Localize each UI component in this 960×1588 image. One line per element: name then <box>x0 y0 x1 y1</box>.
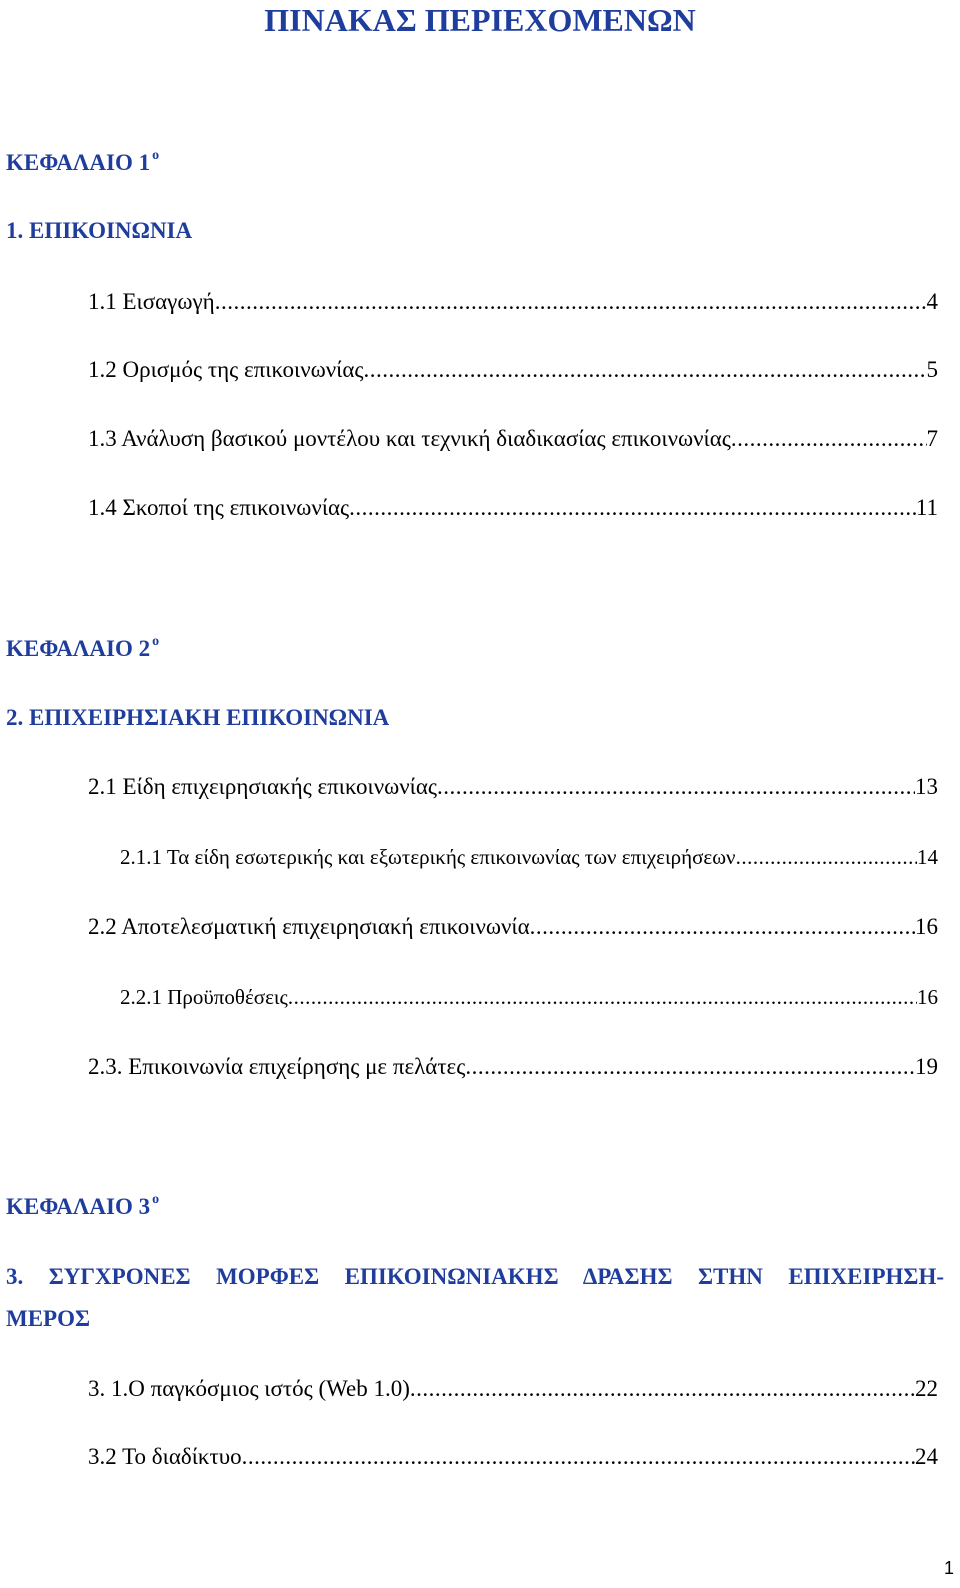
toc-entry-3-2[interactable] <box>88 1442 938 1472</box>
toc-entry-label: 1.3 Ανάλυση βασικού μοντέλου και τεχνική διαδικασίας επικοινωνίας <box>88 426 731 451</box>
toc-entry-2-3[interactable] <box>88 1052 938 1082</box>
toc-entry-label: 2.1.1 Τα είδη εσωτερικής και εξωτερικής επικοινωνίας των επιχειρήσεων <box>120 845 736 869</box>
toc-entry-3-1[interactable] <box>88 1374 938 1404</box>
toc-entry-label: 1.4 Σκοποί της επικοινωνίας <box>88 495 350 520</box>
chapter-1-heading <box>6 148 159 178</box>
chapter-3-title: 3. ΣΥΓΧΡΟΝΕΣ ΜΟΡΦΕΣ ΕΠΙΚΟΙΝΩΝΙΑΚΗΣ ΔΡΑΣΗΣ ΣΤΗΝ ΕΠΙΧΕΙΡΗΣΗ- <box>6 1264 944 1289</box>
page-number: 1 <box>943 1558 954 1578</box>
toc-entry-page: 24 <box>915 1444 938 1469</box>
chapter-3-heading <box>6 1192 159 1222</box>
toc-leader-dots <box>242 1442 915 1472</box>
toc-leader-dots <box>215 287 927 317</box>
toc-entry-page: 11 <box>915 495 938 520</box>
toc-entry-page: 5 <box>926 357 938 382</box>
chapter-1-ordinal: ο <box>152 148 160 163</box>
toc-entry-2-1-1[interactable] <box>120 842 938 872</box>
toc-entry-label: 1.2 Ορισμός της επικοινωνίας <box>88 357 364 382</box>
toc-entry-label: 1.1 Εισαγωγή <box>88 289 215 314</box>
toc-entry-1-2[interactable] <box>88 355 938 385</box>
toc-entry-page: 7 <box>926 426 938 451</box>
chapter-2-ordinal: ο <box>152 634 160 649</box>
toc-entry-page: 19 <box>915 1054 938 1079</box>
toc-leader-dots <box>731 424 927 454</box>
toc-entry-label: 2.2.1 Προϋποθέσεις <box>120 985 288 1009</box>
chapter-1-title: 1. ΕΠΙΚΟΙΝΩΝΙΑ <box>6 218 193 243</box>
toc-leader-dots <box>364 355 927 385</box>
toc-leader-dots <box>410 1374 915 1404</box>
toc-leader-dots <box>349 493 916 523</box>
toc-entry-1-3[interactable] <box>88 424 938 454</box>
toc-entry-page: 16 <box>915 914 938 939</box>
toc-entry-page: 14 <box>917 845 938 869</box>
toc-entry-2-2-1[interactable] <box>120 982 938 1012</box>
toc-entry-1-1[interactable] <box>88 287 938 317</box>
toc-entry-1-4[interactable] <box>88 493 938 523</box>
toc-entry-page: 16 <box>917 985 938 1009</box>
chapter-2-title: 2. ΕΠΙΧΕΙΡΗΣΙΑΚΗ ΕΠΙΚΟΙΝΩΝΙΑ <box>6 705 390 730</box>
toc-leader-dots <box>288 982 917 1012</box>
chapter-2-heading <box>6 634 159 664</box>
toc-leader-dots <box>465 1052 915 1082</box>
toc-entry-page: 13 <box>915 774 938 799</box>
toc-entry-label: 3. 1.Ο παγκόσμιος ιστός (Web 1.0) <box>88 1376 410 1401</box>
toc-leader-dots <box>530 912 915 942</box>
toc-leader-dots <box>736 842 917 872</box>
toc-leader-dots <box>437 772 915 802</box>
chapter-3-title-continued: ΜΕΡΟΣ <box>6 1306 91 1331</box>
toc-entry-label: 3.2 Το διαδίκτυο <box>88 1444 242 1469</box>
toc-entry-2-1[interactable] <box>88 772 938 802</box>
chapter-1-heading-text: ΚΕΦΑΛΑΙΟ 1 <box>6 150 151 175</box>
toc-entry-2-2[interactable] <box>88 912 938 942</box>
toc-entry-label: 2.2 Αποτελεσματική επιχειρησιακή επικοινωνία <box>88 914 530 939</box>
page-title: ΠΙΝΑΚΑΣ ΠΕΡΙΕΧΟΜΕΝΩΝ <box>264 2 696 38</box>
chapter-2-heading-text: ΚΕΦΑΛΑΙΟ 2 <box>6 636 151 661</box>
chapter-3-ordinal: ο <box>152 1192 160 1207</box>
toc-entry-label: 2.3. Επικοινωνία επιχείρησης με πελάτες <box>88 1054 466 1079</box>
toc-entry-page: 22 <box>915 1376 938 1401</box>
chapter-3-heading-text: ΚΕΦΑΛΑΙΟ 3 <box>6 1194 151 1219</box>
toc-entry-page: 4 <box>926 289 938 314</box>
toc-entry-label: 2.1 Είδη επιχειρησιακής επικοινωνίας <box>88 774 437 799</box>
